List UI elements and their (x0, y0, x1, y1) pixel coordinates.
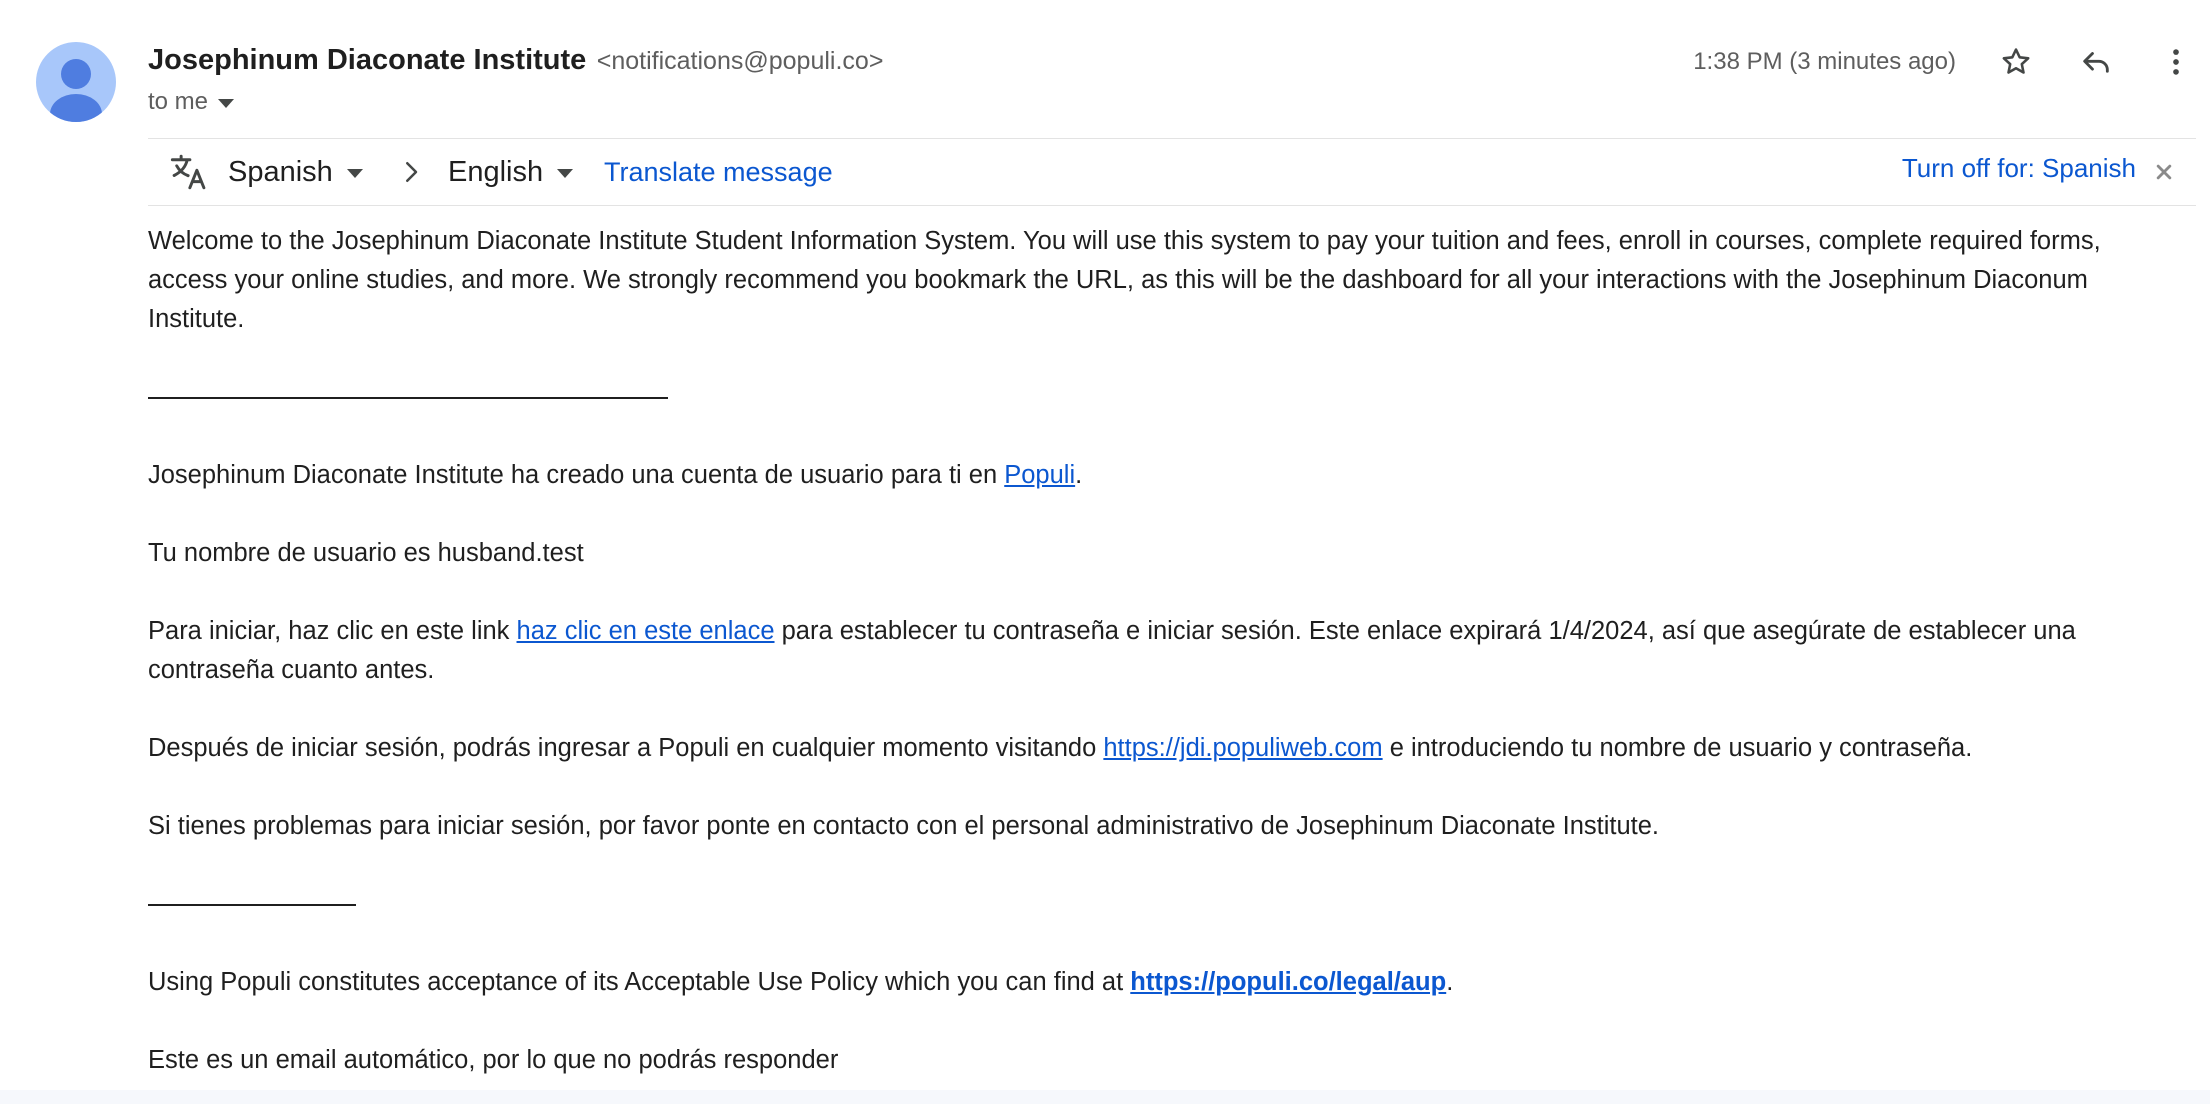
translate-bar (148, 138, 2196, 206)
more-vertical-icon[interactable] (2154, 40, 2198, 84)
translate-icon (168, 139, 210, 205)
automatic-email-paragraph: Este es un email automático, por lo que no podrás responder (148, 1046, 839, 1074)
chevron-down-icon (557, 169, 573, 178)
account-created-paragraph: Josephinum Diaconate Institute ha creado una cuenta de usuario para ti en Populi. (148, 461, 1083, 489)
policy-link[interactable]: https://populi.co/legal/aup (1130, 968, 1447, 996)
reply-icon[interactable] (2074, 40, 2118, 84)
populi-link[interactable]: Populi (1004, 461, 1076, 489)
timestamp: 1:38 PM (3 minutes ago) (1693, 48, 1956, 75)
login-info-paragraph: Después de iniciar sesión, podrás ingresar a Populi en cualquier momento visitando https://jdi.populiweb.com e introduciendo tu nombre de usuario y contraseña. (148, 734, 1973, 762)
person-avatar-icon[interactable] (36, 42, 116, 122)
problems-paragraph: Si tienes problemas para iniciar sesión, por favor ponte en contacto con el personal administrativo de Josephinum Diaconate Institute. (148, 812, 1660, 840)
username-paragraph: Tu nombre de usuario es husband.test (148, 539, 584, 567)
turn-off-translation-link[interactable]: Turn off for: Spanish (1901, 152, 2136, 183)
policy-paragraph: Using Populi constitutes acceptance of its Acceptable Use Policy which you can find at https://populi.co/legal/aup. (148, 968, 1454, 996)
source-language-select[interactable] (228, 139, 363, 205)
sender-email: <notifications@populi.co> (596, 47, 884, 75)
message-body (148, 222, 2148, 1080)
recipient-dropdown[interactable] (148, 88, 234, 116)
recipient-label: to me (148, 88, 209, 115)
source-language-label: Spanish (228, 155, 333, 188)
portal-url-link[interactable]: https://jdi.populiweb.com (1103, 734, 1383, 762)
set-password-link[interactable]: haz clic en este enlace (516, 617, 775, 645)
target-language-label: English (448, 155, 544, 188)
welcome-paragraph: Welcome to the Josephinum Diaconate Institute Student Information System. You will use this system to pay your tuition and fees, enroll in courses, complete required forms, access your online studies, and more. We strongly recommend you bookmark the URL, as this will be the dashboard for all your interactions with the Josephinum Diaconum Institute. (148, 227, 2101, 333)
star-icon[interactable] (1994, 40, 2038, 84)
bottom-edge (0, 1090, 2210, 1104)
chevron-down-icon (218, 99, 234, 108)
chevron-down-icon (347, 169, 363, 178)
sender-line (148, 44, 883, 77)
translate-message-link[interactable]: Translate message (604, 156, 833, 187)
start-paragraph: Para iniciar, haz clic en este link haz clic en este enlace para establecer tu contraseña e iniciar sesión. Este enlace expirará 1/4/2024, así que asegúrate de establecer una contraseña cuanto antes. (148, 617, 2076, 684)
sender-name[interactable]: Josephinum Diaconate Institute (148, 44, 587, 76)
target-language-select[interactable] (448, 139, 573, 205)
close-icon[interactable] (2154, 139, 2174, 205)
chevron-right-icon (396, 139, 426, 205)
